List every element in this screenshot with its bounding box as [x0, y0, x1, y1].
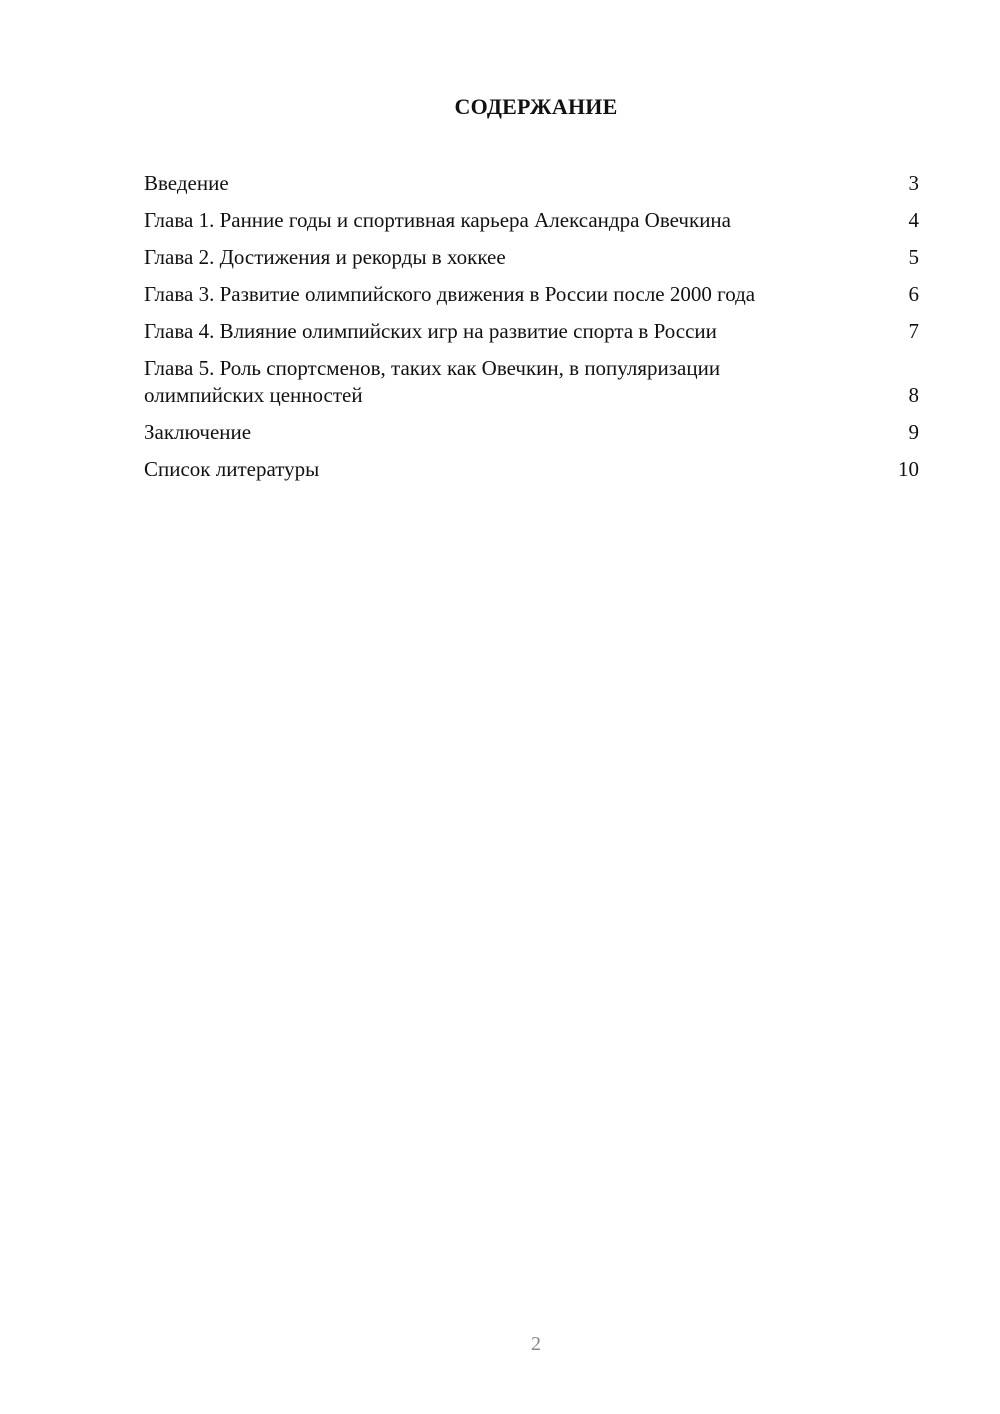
toc-entry-conclusion: [144, 419, 919, 446]
toc-entry-page: 4: [908, 208, 919, 232]
toc-entry-chapter-1: [144, 207, 919, 234]
page-number: 2: [531, 1333, 541, 1355]
toc-entry-page: 6: [908, 282, 919, 306]
toc-entry-text: Введение: [144, 171, 229, 195]
table-of-contents: [144, 170, 919, 493]
toc-entry-page: 7: [908, 319, 919, 343]
toc-entry-text: Глава 1. Ранние годы и спортивная карьера Александра Овечкина: [144, 208, 731, 232]
toc-entry-page: 8: [908, 383, 919, 407]
toc-entry-page: 3: [908, 171, 919, 195]
toc-entry-text: Список литературы: [144, 457, 320, 481]
toc-entry-chapter-3: [144, 281, 919, 308]
toc-entry-chapter-4: [144, 318, 919, 345]
toc-entry-bibliography: [144, 456, 919, 483]
toc-entry-page: 5: [908, 245, 919, 269]
toc-entry-introduction: [144, 170, 919, 197]
toc-entry-text: Глава 4. Влияние олимпийских игр на развитие спорта в России: [144, 319, 717, 343]
toc-entry-text: Глава 3. Развитие олимпийского движения в России после 2000 года: [144, 282, 756, 306]
toc-title: СОДЕРЖАНИЕ: [454, 94, 618, 119]
toc-entry-page: 9: [908, 420, 919, 444]
toc-entry-page: 10: [898, 457, 919, 481]
toc-entry-text: Глава 2. Достижения и рекорды в хоккее: [144, 245, 506, 269]
toc-entry-text: Заключение: [144, 420, 252, 444]
toc-entry-text: Глава 5. Роль спортсменов, таких как Овечкин, в популяризации олимпийских ценностей: [144, 356, 721, 407]
toc-entry-chapter-5: [144, 355, 919, 409]
toc-entry-chapter-2: [144, 244, 919, 271]
